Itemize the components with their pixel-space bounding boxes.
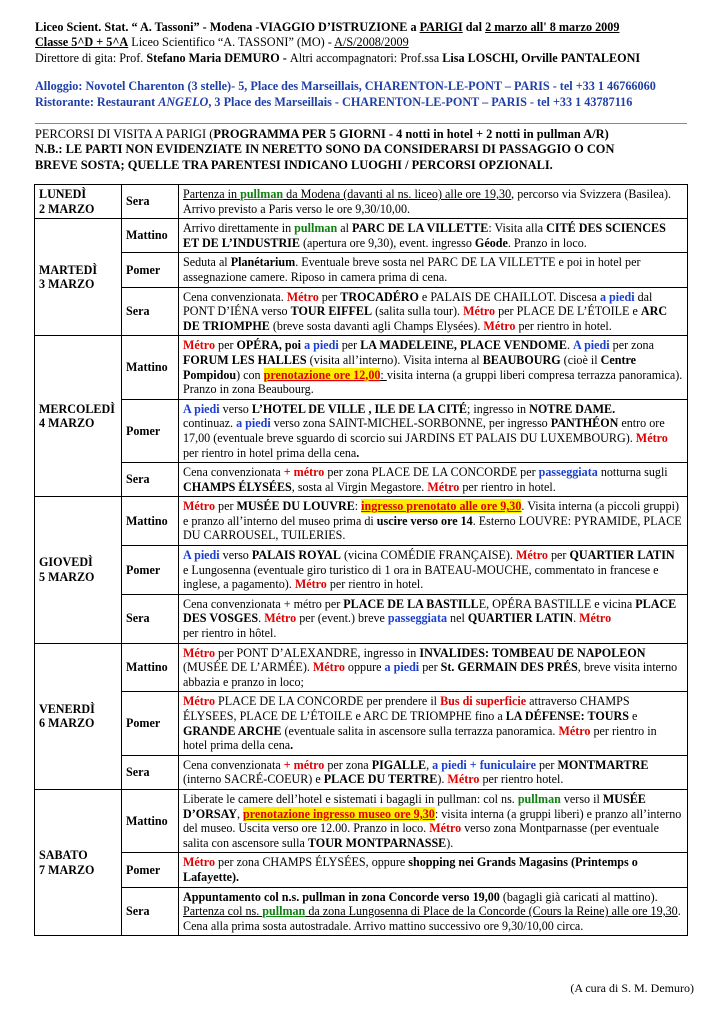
slot-mattino: Mattino bbox=[122, 789, 179, 852]
day-cell-giovedi: GIOVEDÌ 5 MARZO bbox=[35, 497, 122, 643]
table-row bbox=[35, 887, 688, 936]
day-cell-mercoledi: MERCOLEDÌ 4 MARZO bbox=[35, 336, 122, 497]
slot-sera: Sera bbox=[122, 463, 179, 497]
slot-mattino: Mattino bbox=[122, 643, 179, 692]
activity-cell: Cena convenzionata + métro per zona PIGALLE, a piedi + funiculaire per MONTMARTRE (interno SACRÉ-COEUR) e PLACE DU TERTRE). Métro per rientro hotel. bbox=[179, 755, 688, 789]
table-row bbox=[35, 336, 688, 399]
day-cell-martedi: MARTEDÌ 3 MARZO bbox=[35, 219, 122, 336]
header-line-hotel: Alloggio: Novotel Charenton (3 stelle)- 5, Place des Marseillais, CHARENTON-LE-PONT – PARIS - tel +33 1 46766060 bbox=[35, 79, 656, 94]
table-row bbox=[35, 546, 688, 595]
header-line-staff: Direttore di gita: Prof. Stefano Maria DEMURO - Altri accompagnatori: Prof.ssa Lisa LOSCHI, Orville PANTALEONI bbox=[35, 50, 641, 65]
slot-sera: Sera bbox=[122, 887, 179, 936]
activity-cell: Métro PLACE DE LA CONCORDE per prendere il Bus di superficie attraverso CHAMPS ÉLYSEES, PLACE DE L’ÉTOILE e ARC DE TRIOMPHE fino a LA DÉFENSE: TOURS e GRANDE ARCHE (eventuale salita in ascensore sulla terrazza panoramica. Métro per rientro in hotel prima della cena. bbox=[179, 692, 688, 755]
trip-header bbox=[35, 20, 705, 110]
table-row bbox=[35, 287, 688, 336]
activity-cell: A piedi verso PALAIS ROYAL (vicina COMÉDIE FRANÇAISE). Métro per QUARTIER LATIN e Lungosenna (eventuale giro turistico di 1 ora in BATEAU-MOUCHE, commentato in francese e inglese, a pagamento). Métro per rientro in hotel. bbox=[179, 546, 688, 595]
header-line-class: Classe 5^D + 5^A Liceo Scientifico “A. TASSONI” (MO) - A/S/2008/2009 bbox=[35, 35, 409, 50]
day-cell-sabato: SABATO 7 MARZO bbox=[35, 789, 122, 935]
activity-cell: Seduta al Planétarium. Eventuale breve sosta nel PARC DE LA VILLETTE e poi in hotel per assegnazione camere. Riposo in camera prima di cena. bbox=[179, 253, 688, 287]
activity-cell: Arrivo direttamente in pullman al PARC DE LA VILLETTE: Visita alla CITÉ DES SCIENCES ET DE L’INDUSTRIE (apertura ore 9,30), event. ingresso Géode. Pranzo in loco. bbox=[179, 219, 688, 253]
table-row bbox=[35, 253, 688, 287]
slot-pomer: Pomer bbox=[122, 853, 179, 887]
slot-sera: Sera bbox=[122, 594, 179, 643]
table-row bbox=[35, 463, 688, 497]
day-cell-lunedi: LUNEDÌ 2 MARZO bbox=[35, 185, 122, 219]
slot-pomer: Pomer bbox=[122, 399, 179, 462]
table-row bbox=[35, 497, 688, 546]
table-row bbox=[35, 399, 688, 462]
table-row bbox=[35, 789, 688, 852]
program-notes bbox=[35, 127, 695, 173]
table-row bbox=[35, 219, 688, 253]
slot-mattino: Mattino bbox=[122, 497, 179, 546]
separator-line bbox=[35, 123, 687, 124]
slot-sera: Sera bbox=[122, 185, 179, 219]
nb-line-1: N.B.: LE PARTI NON EVIDENZIATE IN NERETTO SONO DA CONSIDERARSI DI PASSAGGIO O CON bbox=[35, 142, 615, 157]
nb-line-2: BREVE SOSTA; QUELLE TRA PARENTESI INDICANO LUOGHI / PERCORSI OPZIONALI. bbox=[35, 157, 553, 172]
schedule-table bbox=[34, 184, 688, 936]
activity-cell: Métro per MUSÉE DU LOUVRE: ingresso prenotato alle ore 9,30. Visita interna (a piccoli gruppi) e pranzo all’interno del museo prima di uscire verso ore 14. Esterno LOUVRE: PYRAMIDE, PLACE DU CARROUSEL, TUILERIES. bbox=[179, 497, 688, 546]
activity-cell: A piedi verso L’HOTEL DE VILLE , ILE DE LA CITÉ; ingresso in NOTRE DAME. continuaz. a piedi verso zona SAINT-MICHEL-SORBONNE, per ingresso PANTHÉON entro ore 17,00 (eventuale breve sguardo di scorcio sui JARDINS ET PALAIS DU LUXEMBOURG). Métro per rientro in hotel prima della cena. bbox=[179, 399, 688, 462]
table-row bbox=[35, 185, 688, 219]
activity-cell: Métro per OPÉRA, poi a piedi per LA MADELEINE, PLACE VENDOME. A piedi per zona FORUM LES HALLES (visita all’interno). Visita interna al BEAUBOURG (cioè il Centre Pompidou) con prenotazione ore 12,00: visita interna (a gruppi liberi compresa terrazza panoramica). Pranzo in zona Beaubourg. bbox=[179, 336, 688, 399]
activity-cell: Partenza in pullman da Modena (davanti al ns. liceo) alle ore 19,30, percorso via Svizzera (Basilea). Arrivo previsto a Paris verso le ore 9,30/10,00. bbox=[179, 185, 688, 219]
slot-mattino: Mattino bbox=[122, 219, 179, 253]
activity-cell: Liberate le camere dell’hotel e sistemati i bagagli in pullman: col ns. pullman verso il MUSÉE D’ORSAY, prenotazione ingresso museo ore 9,30: visita interna (a gruppi liberi) e pranzo all’interno del museo. Uscita verso ore 12.00. Pranzo in loco. Métro verso zona Montparnasse (per eventuale salita con ascensore sulla TOUR MONTPARNASSE). bbox=[179, 789, 688, 852]
table-row bbox=[35, 643, 688, 692]
day-cell-venerdi: VENERDÌ 6 MARZO bbox=[35, 643, 122, 789]
author-footer: (A cura di S. M. Demuro) bbox=[570, 981, 694, 995]
header-line-restaurant: Ristorante: Restaurant ANGELO, 3 Place des Marseillais - CHARENTON-LE-PONT – PARIS - tel +33 1 43787116 bbox=[35, 94, 633, 109]
slot-pomer: Pomer bbox=[122, 692, 179, 755]
activity-cell: Métro per zona CHAMPS ÉLYSÉES, oppure shopping nei Grands Magasins (Printemps o Lafayette). bbox=[179, 853, 688, 887]
table-row bbox=[35, 755, 688, 789]
slot-pomer: Pomer bbox=[122, 253, 179, 287]
activity-cell: Appuntamento col n.s. pullman in zona Concorde verso 19,00 (bagagli già caricati al mattino). Partenza col ns. pullman da zona Lungosenna di Place de la Concorde (Cours la Reine) alle ore 19,30. Cena alla prima sosta autostradale. Arrivo mattino successivo ore 9,30/10,00 circa. bbox=[179, 887, 688, 936]
activity-cell: Cena convenzionata + métro per PLACE DE LA BASTILLE, OPÉRA BASTILLE e vicina PLACE DES VOSGES. Métro per (event.) breve passeggiata nel QUARTIER LATIN. Métro per rientro in hôtel. bbox=[179, 594, 688, 643]
activity-cell: Métro per PONT D’ALEXANDRE, ingresso in INVALIDES: TOMBEAU DE NAPOLEON (MUSÉE DE L’ARMÉE). Métro oppure a piedi per St. GERMAIN DES PRÉS, breve visita interno abbazia e pranzo in loco; bbox=[179, 643, 688, 692]
table-row bbox=[35, 594, 688, 643]
program-line: PERCORSI DI VISITA A PARIGI (PROGRAMMA PER 5 GIORNI - 4 notti in hotel + 2 notti in pullman A/R) bbox=[35, 127, 609, 141]
activity-cell: Cena convenzionata + métro per zona PLACE DE LA CONCORDE per passeggiata notturna sugli CHAMPS ÉLYSÉES, sosta al Virgin Megastore. Métro per rientro in hotel. bbox=[179, 463, 688, 497]
slot-sera: Sera bbox=[122, 287, 179, 336]
slot-sera: Sera bbox=[122, 755, 179, 789]
header-line-title: Liceo Scient. Stat. “ A. Tassoni” - Modena -VIAGGIO D’ISTRUZIONE a PARIGI dal 2 marzo all' 8 marzo 2009 bbox=[35, 20, 620, 34]
table-row bbox=[35, 692, 688, 755]
slot-mattino: Mattino bbox=[122, 336, 179, 399]
slot-pomer: Pomer bbox=[122, 546, 179, 595]
activity-cell: Cena convenzionata. Métro per TROCADÉRO e PALAIS DE CHAILLOT. Discesa a piedi dal PONT D’IÉNA verso TOUR EIFFEL (salita sulla tour). Métro per PLACE DE L’ÉTOILE e ARC DE TRIOMPHE (breve sosta davanti agli Champs Elysées). Métro per rientro in hotel. bbox=[179, 287, 688, 336]
table-row bbox=[35, 853, 688, 887]
